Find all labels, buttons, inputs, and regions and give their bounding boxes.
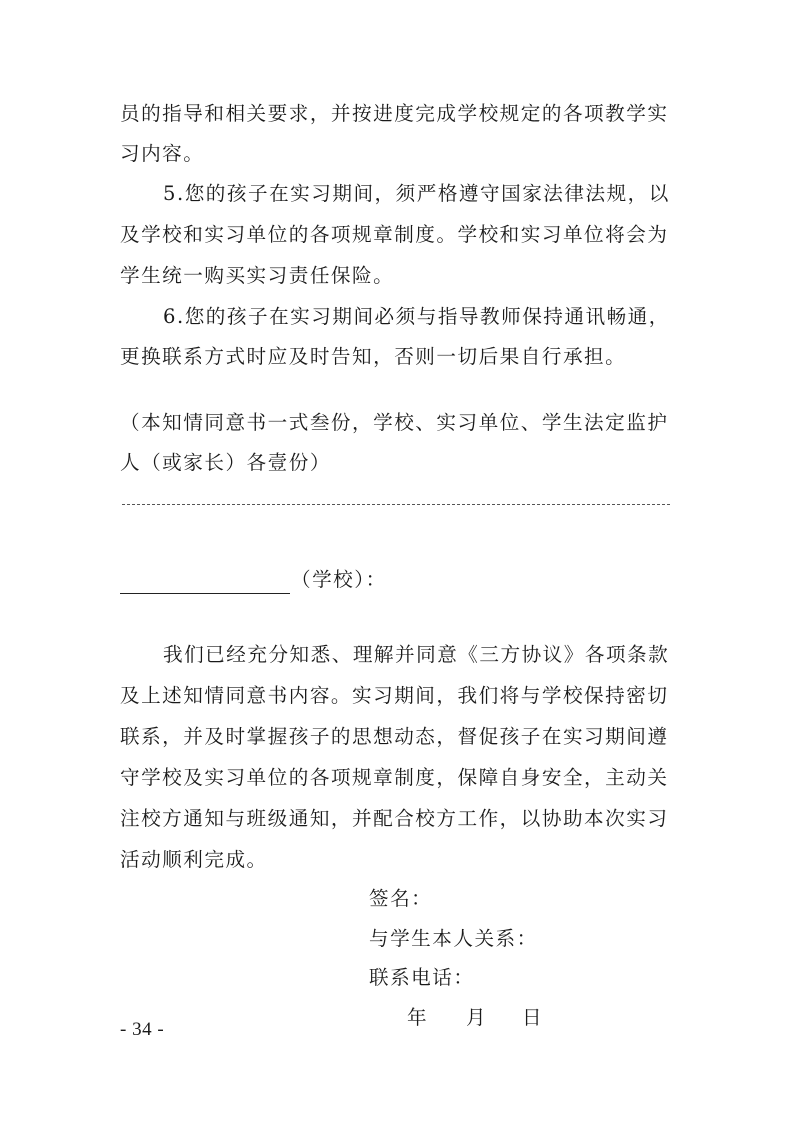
copies-note-line: （本知情同意书一式叁份，学校、实习单位、学生法定监护	[120, 411, 669, 434]
reply-paragraph-line: 及上述知情同意书内容。实习期间，我们将与学校保持密切	[120, 684, 669, 707]
signature-label: 签名：	[369, 887, 433, 910]
paragraph-line: 员的指导和相关要求，并按进度完成学校规定的各项教学实	[120, 102, 669, 125]
paragraph-line: 习内容。	[120, 142, 205, 165]
reply-paragraph-line: 活动顺利完成。	[120, 848, 268, 871]
cut-line-divider	[122, 504, 670, 505]
school-name-blank	[120, 593, 290, 594]
salutation-suffix: （学校）：	[291, 568, 387, 591]
date-month: 月	[466, 1006, 488, 1029]
item-6-line: 6.您的孩子在实习期间必须与指导教师保持通讯畅通，	[163, 305, 670, 328]
item-5-line: 5.您的孩子在实习期间，须严格遵守国家法律法规，以	[163, 182, 670, 205]
item-5-line: 学生统一购买实习责任保险。	[120, 264, 395, 287]
page-number: - 34 -	[120, 1019, 165, 1040]
date-day: 日	[522, 1006, 544, 1029]
date-year: 年	[407, 1006, 429, 1029]
item-5-line: 及学校和实习单位的各项规章制度。学校和实习单位将会为	[120, 223, 669, 246]
phone-label: 联系电话：	[369, 966, 475, 989]
reply-paragraph-line: 注校方通知与班级通知，并配合校方工作，以协助本次实习	[120, 807, 669, 830]
relation-label: 与学生本人关系：	[369, 927, 538, 950]
item-6-line: 更换联系方式时应及时告知，否则一切后果自行承担。	[120, 345, 627, 368]
reply-paragraph-line: 联系，并及时掌握孩子的思想动态，督促孩子在实习期间遵	[120, 725, 669, 748]
reply-paragraph-line: 守学校及实习单位的各项规章制度，保障自身安全，主动关	[120, 766, 669, 789]
reply-paragraph-line: 我们已经充分知悉、理解并同意《三方协议》各项条款	[163, 643, 670, 666]
copies-note-line: 人（或家长）各壹份）	[120, 451, 331, 474]
